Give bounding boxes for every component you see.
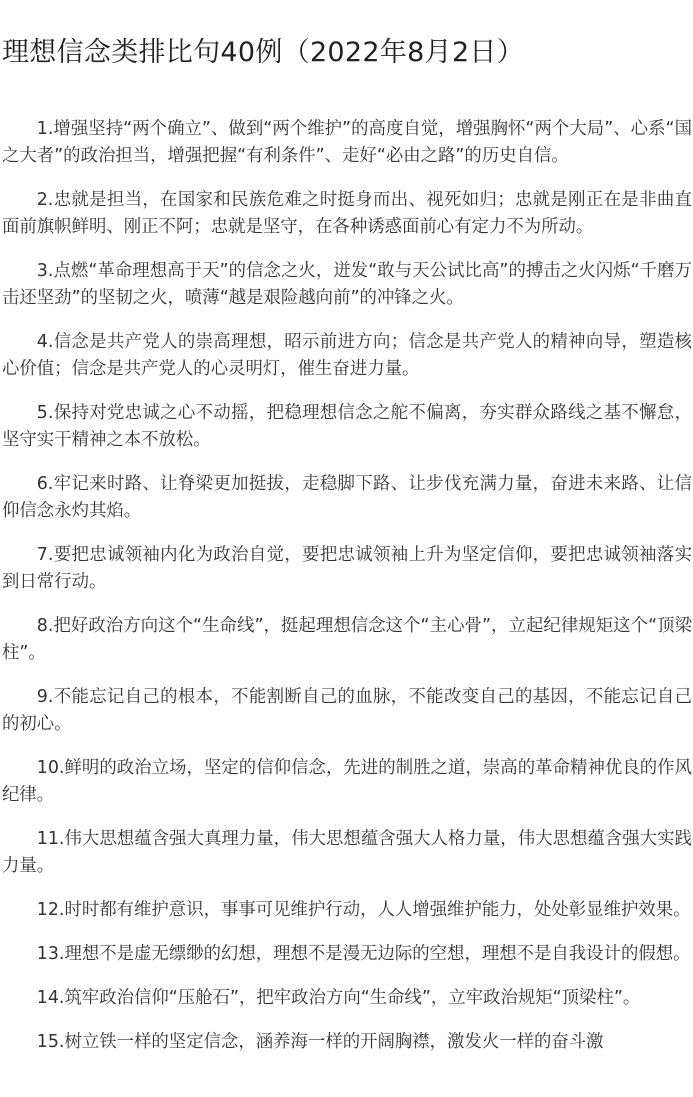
paragraph-12: 12.时时都有维护意识，事事可见维护行动，人人增强维护能力，处处彰显维护效果。: [36, 900, 691, 920]
paragraph-3: 3.点燃“革命理想高于天”的信念之火，迸发“敢与天公试比高”的搏击之火闪烁“千磨万击还坚劲”的坚韧之火，喷薄“越是艰险越向前”的冲锋之火。: [2, 261, 692, 308]
paragraph-11: 11.伟大思想蕴含强大真理力量，伟大思想蕴含强大人格力量，伟大思想蕴含强大实践力量。: [2, 829, 692, 876]
paragraph-1: 1.增强坚持“两个确立”、做到“两个维护”的高度自觉，增强胸怀“两个大局”、心系“国之大者”的政治担当，增强把握“有利条件”、走好“必由之路”的历史自信。: [2, 119, 692, 166]
paragraph-4: 4.信念是共产党人的崇高理想，昭示前进方向；信念是共产党人的精神向导，塑造核心价值；信念是共产党人的心灵明灯，催生奋进力量。: [2, 332, 692, 379]
paragraph-14: 14.筑牢政治信仰“压舱石”，把牢政治方向“生命线”，立牢政治规矩“顶梁柱”。: [36, 988, 641, 1008]
paragraph-7: 7.要把忠诚领袖内化为政治自觉，要把忠诚领袖上升为坚定信仰，要把忠诚领袖落实到日常行动。: [2, 545, 692, 592]
paragraph-2: 2.忠就是担当，在国家和民族危难之时挺身而出、视死如归；忠就是刚正在是非曲直面前旗帜鲜明、刚正不阿；忠就是坚守，在各种诱惑面前心有定力不为所动。: [2, 190, 692, 237]
paragraph-8: 8.把好政治方向这个“生命线”，挺起理想信念这个“主心骨”，立起纪律规矩这个“顶梁柱”。: [2, 616, 692, 663]
article-title: 理想信念类排比句40例（2022年8月2日）: [2, 37, 525, 68]
paragraph-6: 6.牢记来时路、让脊梁更加挺拔，走稳脚下路、让步伐充满力量，奋进未来路、让信仰信念永灼其焰。: [2, 474, 692, 521]
paragraph-15: 15.树立铁一样的坚定信念，涵养海一样的开阔胸襟，激发火一样的奋斗激: [36, 1032, 604, 1052]
paragraph-9: 9.不能忘记自己的根本，不能割断自己的血脉，不能改变自己的基因，不能忘记自己的初心。: [2, 687, 692, 734]
paragraph-10: 10.鲜明的政治立场，坚定的信仰信念，先进的制胜之道，崇高的革命精神优良的作风纪律。: [2, 758, 692, 805]
paragraph-13: 13.理想不是虚无缥缈的幻想，理想不是漫无边际的空想，理想不是自我设计的假想。: [36, 944, 691, 964]
paragraph-5: 5.保持对党忠诚之心不动摇，把稳理想信念之舵不偏离，夯实群众路线之基不懈怠，坚守实干精神之本不放松。: [2, 403, 692, 450]
article-body: [2, 116, 692, 1073]
